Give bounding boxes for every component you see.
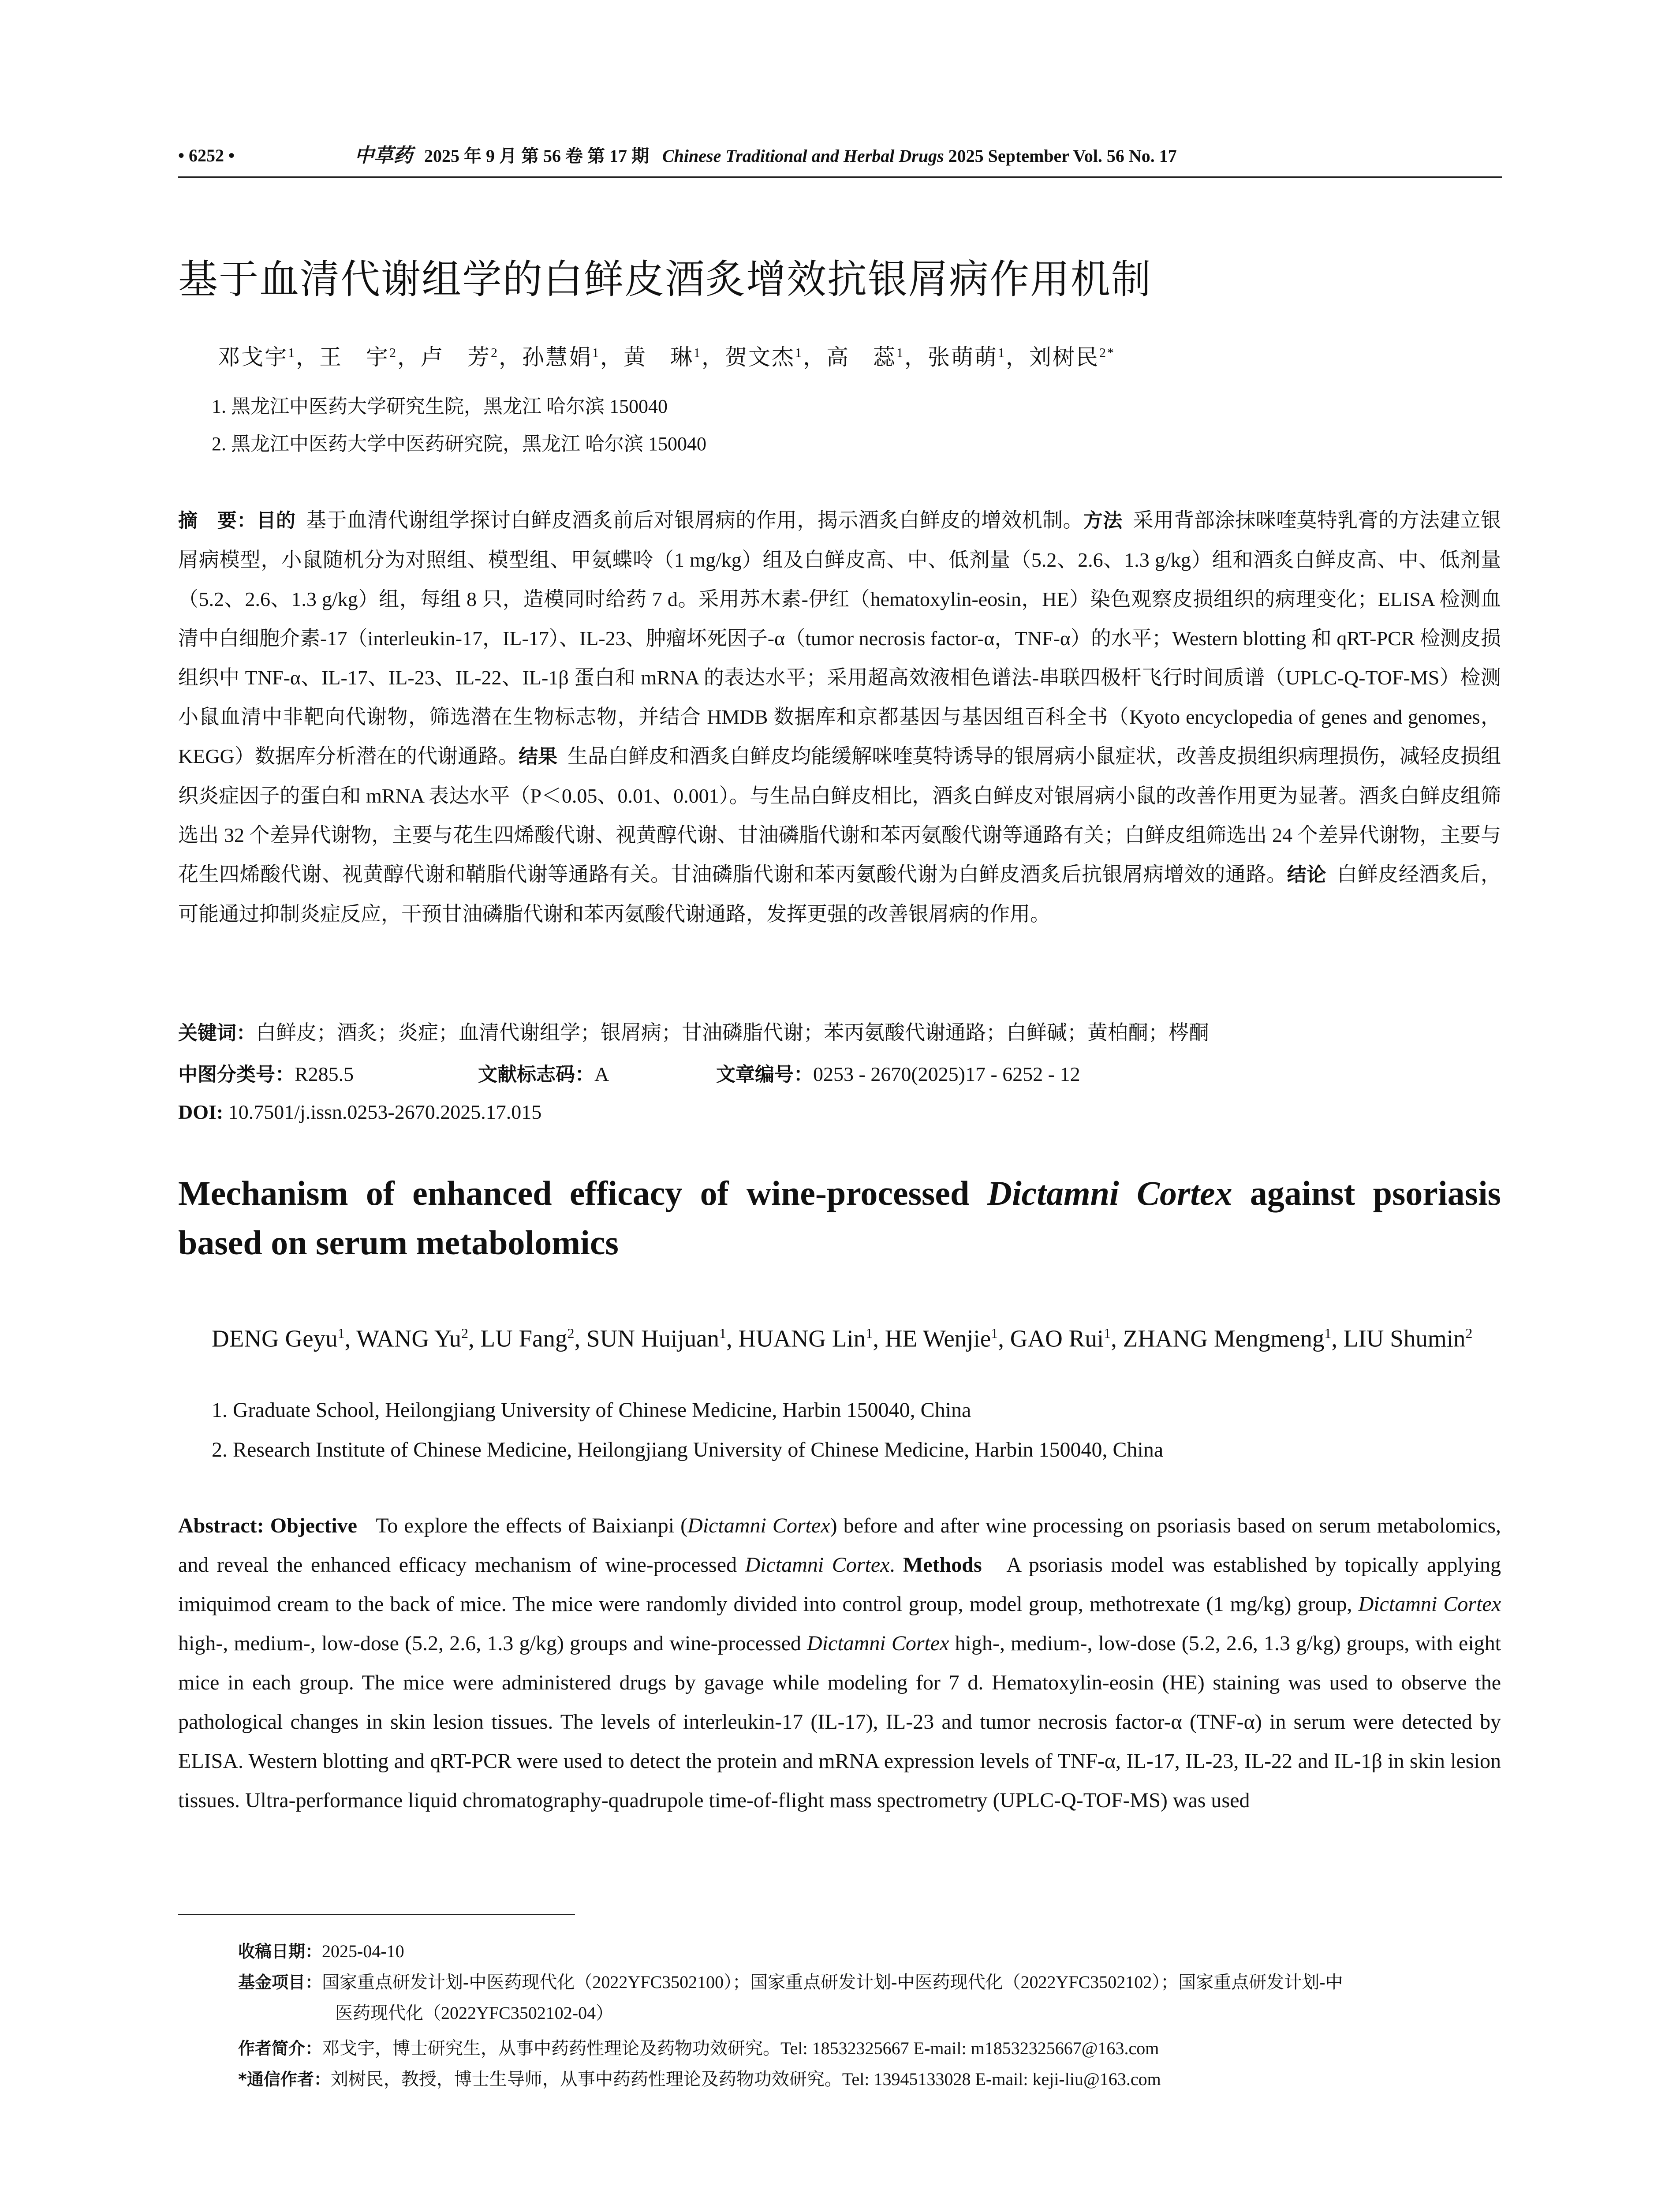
page-number: • 6252 • [178,146,235,165]
author-name: 邓戈宇 [218,345,288,370]
zh-conclusion-label: 结论 [1287,863,1326,886]
author-bio-label: 作者简介： [238,2039,322,2058]
author-name: HUANG Lin [738,1325,866,1352]
header-rule [178,176,1502,178]
author-affiliation-mark: 1 [795,345,803,360]
author-affiliation-mark: 1 [592,345,600,360]
author-affiliation-mark: 1 [896,345,904,360]
en-objective-text: . [889,1553,895,1577]
running-header [178,140,1502,171]
footnote-corresponding [238,2064,1499,2095]
received-label: 收稿日期： [238,1942,322,1961]
en-methods-text: high-, medium-, low-dose (5.2, 2.6, 1.3 g/kg) groups and wine-processed [178,1632,807,1655]
en-abstract [178,1506,1501,1820]
fund-text-continued: 医药现代化（2022YFC3502102-04） [335,2003,614,2023]
zh-affiliation-2: 2. 黑龙江中医药大学中医药研究院，黑龙江 哈尔滨 150040 [212,433,706,455]
corresponding-author: 刘树民，教授，博士生导师，从事中药药性理论及药物功效研究。Tel: 13945133028 E-mail: keji-liu@163.com [330,2069,1161,2089]
author-name: 张萌萌 [928,345,998,370]
zh-keywords [178,1017,1209,1046]
doi-value[interactable]: 10.7501/j.issn.0253-2670.2025.17.015 [228,1101,542,1123]
author-affiliation-mark: 1 [337,1325,345,1341]
footnote-rule [178,1914,575,1915]
en-methods-text: high-, medium-, low-dose (5.2, 2.6, 1.3 g/kg) groups, with eight mice in each group. The mice were administered drugs by gavage while modeling for 7 d. Hematoxylin-eosin (HE) staining was used to observe the pathological changes in skin lesion tissues. The levels of interleukin-17 (IL-17), IL-23 and tumor necrosis factor-α (TNF-α) in serum were detected by ELISA. Western blotting and qRT-PCR were used to detect the protein and mRNA expression levels of TNF-α, IL-17, IL-23, IL-22 and IL-1β in skin lesion tissues. Ultra-performance liquid chromatography-quadrupole time-of-flight mass spectrometry (UPLC-Q-TOF-MS) was used [178,1632,1501,1812]
zh-objective-label: 目的 [256,509,296,532]
en-title-part: against psoriasis based on serum metabolomics [178,1174,1501,1262]
en-objective-text: To explore the effects of Baixianpi ( [376,1514,688,1537]
journal-issue-zh: 2025 年 9 月 第 56 卷 第 17 期 [424,146,649,166]
article-no-label: 文章编号： [716,1063,813,1086]
journal-line [355,140,1177,172]
author-name: 黄 琳 [623,345,694,370]
journal-issue-en: 2025 September Vol. 56 No. 17 [948,146,1177,166]
clc-label: 中图分类号： [178,1063,295,1086]
doc-code-value: A [594,1063,609,1085]
author-affiliation-mark: 1 [866,1325,873,1341]
author-affiliation-mark: 1 [694,345,702,360]
author-name: GAO Rui [1010,1325,1104,1352]
author-name: WANG Yu [356,1325,461,1352]
zh-keywords-label: 关键词： [178,1022,256,1044]
author-affiliation-mark: 2 [567,1325,575,1341]
footnote-received [238,1936,1499,1967]
en-affiliation-2: 2. Research Institute of Chinese Medicine, Heilongjiang University of Chinese Medicine, Harbin 150040, China [212,1438,1164,1461]
en-objective-italic: Dictamni Cortex [745,1553,890,1577]
doi-label: DOI: [178,1101,224,1123]
zh-conclusion-text: 白鲜皮经酒炙后，可能通过抑制炎症反应，干预甘油磷脂代谢和苯丙氨酸代谢通路，发挥更强的改善银屑病的作用。 [178,863,1501,925]
en-methods-italic: Dictamni Cortex [807,1632,949,1655]
en-methods-italic: Dictamni Cortex [1358,1592,1501,1616]
author-affiliation-mark: 2* [1099,345,1115,360]
en-affiliation-1: 1. Graduate School, Heilongjiang University of Chinese Medicine, Harbin 150040, China [212,1398,971,1422]
zh-objective-text: 基于血清代谢组学探讨白鲜皮酒炙前后对银屑病的作用，揭示酒炙白鲜皮的增效机制。 [306,509,1083,531]
author-affiliation-mark: 2 [461,1325,468,1341]
author-name: DENG Geyu [212,1325,338,1352]
zh-results-label: 结果 [519,745,558,768]
footnote-author [238,2033,1499,2064]
author-affiliation-mark: 2 [491,345,499,360]
author-name: ZHANG Mengmeng [1123,1325,1325,1352]
received-date: 2025-04-10 [322,1941,404,1961]
fund-label: 基金项目： [238,1973,322,1992]
en-title-part: Mechanism of enhanced efficacy of wine-processed [178,1174,987,1212]
zh-results-text: 生品白鲜皮和酒炙白鲜皮均能缓解咪喹莫特诱导的银屑病小鼠症状，改善皮损组织病理损伤，减轻皮损组织炎症因子的蛋白和 mRNA 表达水平（P＜0.05、0.01、0.001）。与生品白鲜皮相比，酒炙白鲜皮对银屑病小鼠的改善作用更为显著。酒炙白鲜皮组筛选出 32 个差异代谢物，主要与花生四烯酸代谢、视黄醇代谢、甘油磷脂代谢和苯丙氨酸代谢等通路有关；白鲜皮组筛选出 24 个差异代谢物，主要与花生四烯酸代谢、视黄醇代谢和鞘脂代谢等通路有关。甘油磷脂代谢和苯丙氨酸代谢为白鲜皮酒炙后抗银屑病增效的通路。 [178,745,1501,886]
zh-methods-text: 采用背部涂抹咪喹莫特乳膏的方法建立银屑病模型，小鼠随机分为对照组、模型组、甲氨蝶呤（1 mg/kg）组及白鲜皮高、中、低剂量（5.2、2.6、1.3 g/kg）组和酒炙白鲜皮高、中、低剂量（5.2、2.6、1.3 g/kg）组，每组 8 只，造模同时给药 7 d。采用苏木素-伊红（hematoxylin-eosin，HE）染色观察皮损组织的病理变化；ELISA 检测血清中白细胞介素-17（interleukin-17，IL-17）、IL-23、肿瘤坏死因子-α（tumor necrosis factor-α，TNF-α）的水平；Western blotting 和 qRT-PCR 检测皮损组织中 TNF-α、IL-17、IL-23、IL-22、IL-1β 蛋白和 mRNA 的表达水平；采用超高效液相色谱法-串联四极杆飞行时间质谱（UPLC-Q-TOF-MS）检测小鼠血清中非靶向代谢物，筛选潜在生物标志物，并结合 HMDB 数据库和京都基因与基因组百科全书（Kyoto encyclopedia of genes and genomes，KEGG）数据库分析潜在的代谢通路。 [178,509,1501,767]
doc-code-label: 文献标志码： [478,1063,594,1086]
doi-line [178,1100,541,1124]
footnote-fund [238,1967,1499,2029]
clc-value: R285.5 [295,1063,354,1085]
en-title-italic: Dictamni Cortex [987,1174,1232,1212]
author-name: SUN Huijuan [586,1325,720,1352]
author-affiliation-mark: 1 [991,1325,998,1341]
en-abstract-label: Abstract: [178,1514,264,1537]
author-affiliation-mark: 1 [998,345,1006,360]
zh-classification-line [178,1058,1501,1087]
author-name: 高 蕊 [826,345,896,370]
en-author-list: DENG Geyu$^1$, WANG Yu$^2$, LU Fang$^2$, SUN Huijuan$^1$, HUANG Lin$^1$, HE Wenjie$^1$, GAO Rui$^1$, ZHANG Mengmeng$^1$, LIU Shumin$^2$ [212,1325,1473,1352]
author-name: LIU Shumin [1343,1325,1466,1352]
author-affiliation-mark: 2 [1465,1325,1473,1341]
zh-affiliation-1: 1. 黑龙江中医药大学研究生院，黑龙江 哈尔滨 150040 [212,396,668,417]
author-name: 刘树民 [1029,345,1099,370]
author-name: 王 宇 [319,345,389,370]
author-name: HE Wenjie [885,1325,991,1352]
en-methods-text: A psoriasis model was established by topically applying imiquimod cream to the back of mice. The mice were randomly divided into control group, model group, methotrexate (1 mg/kg) group, [178,1553,1501,1616]
corresponding-label: *通信作者： [238,2070,331,2089]
zh-abstract-label: 摘 要： [178,509,257,532]
zh-abstract [178,501,1501,934]
author-affiliation-mark: 1 [1104,1325,1111,1341]
article-no-value: 0253 - 2670(2025)17 - 6252 - 12 [813,1063,1080,1085]
author-affiliation-mark: 2 [389,345,397,360]
author-affiliation-mark: 1 [719,1325,727,1341]
author-name: 卢 芳 [421,345,491,370]
author-affiliation-mark: 1 [1324,1325,1332,1341]
zh-author-list: 邓戈宇$^1$，王 宇$^2$，卢 芳$^2$，孙慧娟$^1$，黄 琳$^1$，贺文杰$^1$，高 蕊$^1$，张萌萌$^1$，刘树民$^{2*}$ [218,345,1115,370]
journal-brand: 中草药 [355,145,413,166]
author-name: 贺文杰 [725,345,795,370]
author-bio: 邓戈宇，博士研究生，从事中药药性理论及药物功效研究。Tel: 18532325667 E-mail: m18532325667@163.com [322,2038,1159,2058]
en-objective-text: ) before and after wine processing on psoriasis based on serum metabolomics, and reveal the enhanced efficacy mechanism of wine-processed [178,1514,1501,1577]
author-name: 孙慧娟 [522,345,592,370]
author-affiliation-mark: 1 [288,345,296,360]
zh-keywords-text: 白鲜皮；酒炙；炎症；血清代谢组学；银屑病；甘油磷脂代谢；苯丙氨酸代谢通路；白鲜碱；黄柏酮；梣酮 [256,1021,1209,1044]
en-objective-label: Objective [270,1514,357,1537]
en-methods-label: Methods [903,1553,982,1577]
fund-text: 国家重点研发计划-中医药现代化（2022YFC3502100）；国家重点研发计划-中医药现代化（2022YFC3502102）；国家重点研发计划-中 [322,1972,1343,1992]
en-title [178,1169,1501,1267]
en-objective-italic: Dictamni Cortex [687,1514,830,1537]
journal-name-en: Chinese Traditional and Herbal Drugs [662,146,944,166]
zh-title: 基于血清代谢组学的白鲜皮酒炙增效抗银屑病作用机制 [178,256,1152,303]
author-name: LU Fang [480,1325,567,1352]
zh-methods-label: 方法 [1083,509,1123,532]
